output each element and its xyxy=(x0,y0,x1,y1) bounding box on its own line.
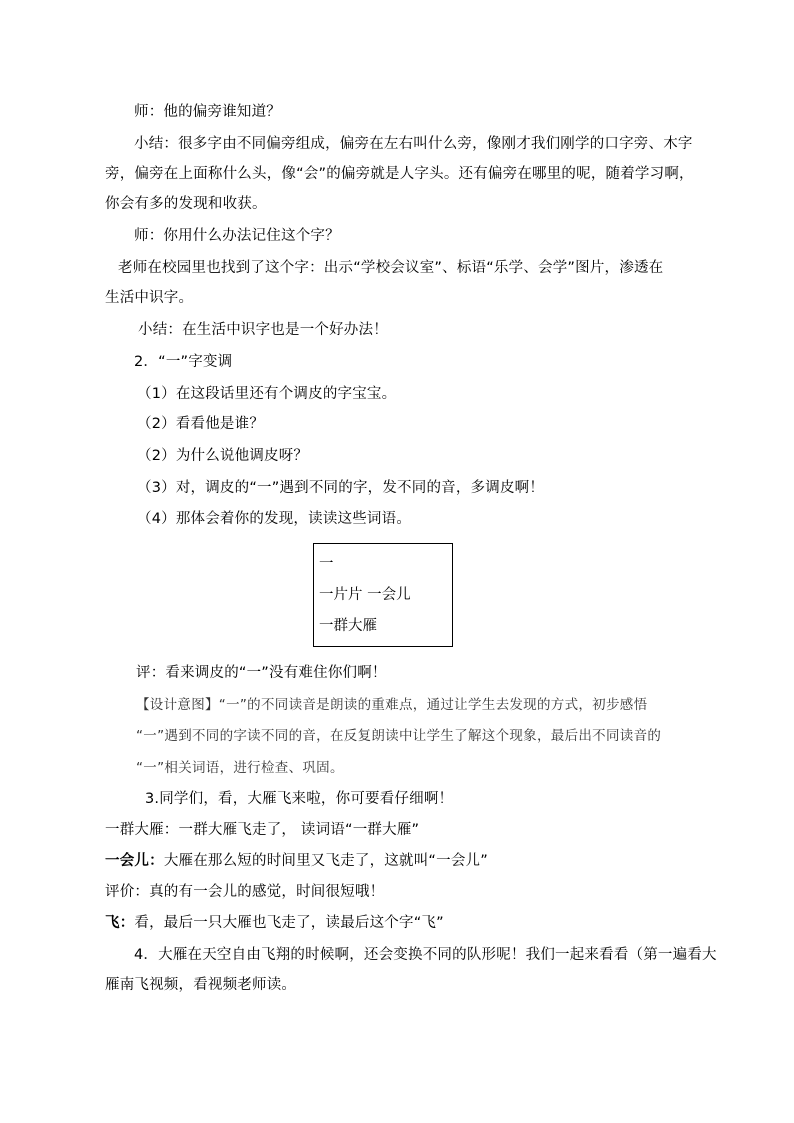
teacher-campus-line1: 老师在校园里也找到了这个字：出示“学校会议室”、标语“乐学、会学”图片，渗透在 xyxy=(118,260,664,276)
step-1: （1）在这段话里还有个调皮的字宝宝。 xyxy=(137,386,397,402)
step-2a: （2）看看他是谁？ xyxy=(137,416,265,432)
summary-radicals-line3: 你会有多的发现和收获。 xyxy=(105,196,267,212)
word-fly xyxy=(105,913,444,933)
step-2b: （2）为什么说他调皮呀？ xyxy=(137,448,309,464)
word-a-moment xyxy=(105,851,488,871)
comment-not-difficult: 评：看来调皮的“一”没有难住你们啊！ xyxy=(136,665,387,681)
section-heading-formation-line1: 4．大雁在天空自由飞翔的时候啊，还会变换不同的队形呢！我们一起来看看（第一遍看大 xyxy=(134,947,717,963)
design-intent-line2: “一”遇到不同的字读不同的音，在反复朗读中让学生了解这个现象，最后出不同读音的 xyxy=(136,728,662,744)
word-yi: 一 xyxy=(319,556,334,572)
design-intent-line1: 【设计意图】“一”的不同读音是朗读的重难点，通过让学生去发现的方式，初步感悟 xyxy=(136,697,648,713)
section-heading-formation-line2: 雁南飞视频，看视频老师读。 xyxy=(105,977,297,993)
summary-life-literacy: 小结：在生活中识字也是一个好办法！ xyxy=(138,322,388,338)
word-yiqundayan: 一群大雁 xyxy=(319,618,377,634)
word-fly-label: 飞： xyxy=(105,915,135,931)
word-yipianpian-yihuier: 一片片 一会儿 xyxy=(319,587,411,603)
word-box xyxy=(313,543,453,647)
word-group-of-geese: 一群大雁：一群大雁飞走了， 读词语“一群大雁” xyxy=(105,822,420,838)
design-intent-line3: “一”相关词语，进行检查、巩固。 xyxy=(136,760,344,776)
step-3: （3）对，调皮的“一”遇到不同的字，发不同的音，多调皮啊！ xyxy=(137,480,545,496)
word-fly-text: 看，最后一只大雁也飞走了，读最后这个字“飞” xyxy=(134,915,444,931)
word-a-moment-text: 大雁在那么短的时间里又飞走了，这就叫“一会儿” xyxy=(163,853,488,869)
step-4: （4）那体会着你的发现，读读这些词语。 xyxy=(137,511,412,527)
evaluation-short-time: 评价：真的有一会儿的感觉，时间很短哦！ xyxy=(105,884,385,900)
section-heading-tone-change: 2．“一”字变调 xyxy=(134,354,233,370)
teacher-campus-line2: 生活中识字。 xyxy=(105,290,194,306)
section-heading-geese: 3.同学们，看，大雁飞来啦，你可要看仔细啊！ xyxy=(145,791,454,807)
summary-radicals-line1: 小结：很多字由不同偏旁组成，偏旁在左右叫什么旁，像刚才我们刚学的口字旁、木字 xyxy=(134,136,693,152)
word-a-moment-label: 一会儿： xyxy=(105,853,164,869)
teacher-question-radical: 师：他的偏旁谁知道？ xyxy=(134,104,281,120)
teacher-question-memorize: 师：你用什么办法记住这个字？ xyxy=(134,228,340,244)
summary-radicals-line2: 旁，偏旁在上面称什么头，像“会”的偏旁就是人字头。还有偏旁在哪里的呢，随着学习啊， xyxy=(105,166,694,182)
